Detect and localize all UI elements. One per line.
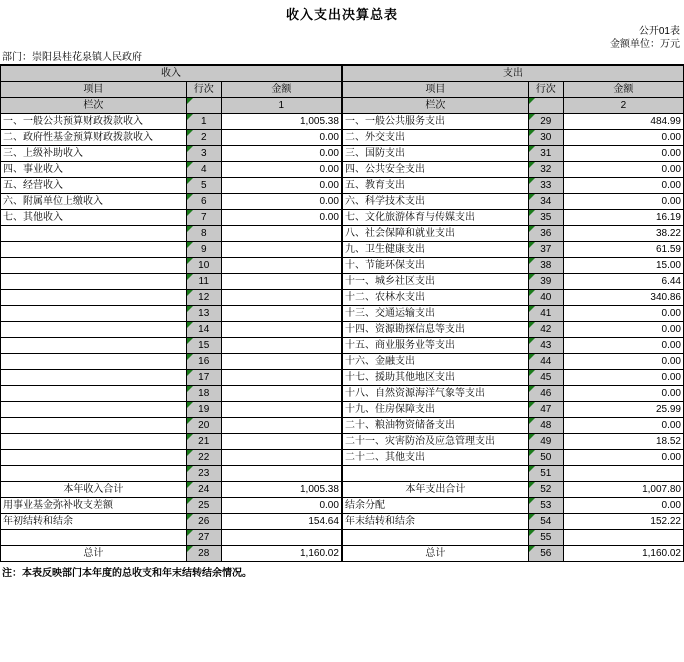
table-row — [1, 258, 684, 274]
income-summary-item-cell: 年初结转和结余 — [1, 514, 187, 530]
expense-amount-cell: 6.44 — [563, 274, 683, 290]
income-item-cell — [1, 466, 187, 482]
expense-amount-cell: 25.99 — [563, 402, 683, 418]
expense-item-cell: 十五、商业服务业等支出 — [343, 338, 529, 354]
expense-line-cell: 50 — [528, 450, 563, 466]
expense-line-column-marker — [528, 98, 563, 114]
form-code: 公开01表 — [638, 26, 680, 37]
income-line-column-marker — [186, 98, 221, 114]
expense-line-cell: 46 — [528, 386, 563, 402]
expense-amount-cell: 16.19 — [563, 210, 683, 226]
income-summary-line-cell: 26 — [186, 514, 221, 530]
income-amount-cell — [221, 242, 341, 258]
expense-amount-cell: 0.00 — [563, 306, 683, 322]
expense-summary-amount-cell: 152.22 — [563, 514, 683, 530]
income-item-cell — [1, 338, 187, 354]
page-title: 收入支出决算总表 — [285, 7, 398, 22]
income-amount-cell — [221, 402, 341, 418]
income-line-cell: 19 — [186, 402, 221, 418]
expense-item-cell: 二十、粮油物资储备支出 — [343, 418, 529, 434]
expense-amount-cell: 0.00 — [563, 450, 683, 466]
expense-item-cell: 八、社会保障和就业支出 — [343, 226, 529, 242]
income-summary-item-cell: 用事业基金弥补收支差额 — [1, 498, 187, 514]
expense-item-cell: 六、科学技术支出 — [343, 194, 529, 210]
income-item-cell — [1, 242, 187, 258]
expense-line-cell: 39 — [528, 274, 563, 290]
income-amount-cell: 0.00 — [221, 146, 341, 162]
expense-item-cell: 十七、援助其他地区支出 — [343, 370, 529, 386]
expense-line-cell: 31 — [528, 146, 563, 162]
table-row — [1, 162, 684, 178]
income-summary-amount-cell — [221, 530, 341, 546]
table-row — [1, 322, 684, 338]
expense-item-cell: 十八、自然资源海洋气象等支出 — [343, 386, 529, 402]
income-line-cell: 6 — [186, 194, 221, 210]
income-amount-cell — [221, 258, 341, 274]
income-amount-cell — [221, 226, 341, 242]
expense-summary-item-cell — [343, 530, 529, 546]
income-item-cell — [1, 434, 187, 450]
income-group-header: 收入 — [1, 66, 342, 82]
expense-item-cell: 十、节能环保支出 — [343, 258, 529, 274]
table-row — [1, 450, 684, 466]
income-line-cell: 4 — [186, 162, 221, 178]
income-amount-cell — [221, 354, 341, 370]
income-line-cell: 1 — [186, 114, 221, 130]
income-item-cell: 五、经营收入 — [1, 178, 187, 194]
table-summary-row — [1, 530, 684, 546]
expense-item-cell: 十九、住房保障支出 — [343, 402, 529, 418]
income-line-cell: 12 — [186, 290, 221, 306]
expense-item-cell: 四、公共安全支出 — [343, 162, 529, 178]
expense-summary-line-cell: 53 — [528, 498, 563, 514]
income-summary-item-cell: 总计 — [1, 546, 187, 562]
income-line-cell: 15 — [186, 338, 221, 354]
income-item-cell: 四、事业收入 — [1, 162, 187, 178]
income-amount-cell — [221, 338, 341, 354]
expense-item-cell: 十三、交通运输支出 — [343, 306, 529, 322]
income-item-cell: 六、附属单位上缴收入 — [1, 194, 187, 210]
income-line-cell: 18 — [186, 386, 221, 402]
expense-amount-cell: 0.00 — [563, 162, 683, 178]
expense-amount-cell: 0.00 — [563, 146, 683, 162]
table-summary-row — [1, 482, 684, 498]
table-row — [1, 434, 684, 450]
income-amount-cell — [221, 386, 341, 402]
income-amount-cell: 0.00 — [221, 194, 341, 210]
expense-line-cell: 51 — [528, 466, 563, 482]
income-item-cell — [1, 418, 187, 434]
expense-amount-cell: 0.00 — [563, 194, 683, 210]
income-summary-amount-cell: 0.00 — [221, 498, 341, 514]
income-summary-line-cell: 25 — [186, 498, 221, 514]
income-amount-cell — [221, 450, 341, 466]
income-amount-cell: 0.00 — [221, 130, 341, 146]
table-row — [1, 226, 684, 242]
expense-line-cell: 34 — [528, 194, 563, 210]
expense-item-cell: 二十二、其他支出 — [343, 450, 529, 466]
expense-amount-cell: 0.00 — [563, 418, 683, 434]
income-amount-cell — [221, 274, 341, 290]
table-row — [1, 242, 684, 258]
expense-line-cell: 36 — [528, 226, 563, 242]
income-amount-cell: 0.00 — [221, 178, 341, 194]
table-row — [1, 370, 684, 386]
expense-summary-amount-cell: 1,007.80 — [563, 482, 683, 498]
income-line-cell: 17 — [186, 370, 221, 386]
income-item-cell: 二、政府性基金预算财政拨款收入 — [1, 130, 187, 146]
income-summary-amount-cell: 1,005.38 — [221, 482, 341, 498]
income-line-cell: 14 — [186, 322, 221, 338]
table-row — [1, 402, 684, 418]
expense-amount-cell: 18.52 — [563, 434, 683, 450]
expense-summary-amount-cell — [563, 530, 683, 546]
expense-summary-item-cell: 年末结转和结余 — [343, 514, 529, 530]
expense-item-cell: 九、卫生健康支出 — [343, 242, 529, 258]
table-row — [1, 354, 684, 370]
table-column-number-row — [1, 98, 684, 114]
income-expense-table — [0, 65, 684, 562]
expense-amount-cell — [563, 466, 683, 482]
income-summary-line-cell: 24 — [186, 482, 221, 498]
department-line: 部门：崇阳县桂花泉镇人民政府 — [0, 51, 684, 65]
income-amount-cell — [221, 434, 341, 450]
income-line-cell: 11 — [186, 274, 221, 290]
table-row — [1, 386, 684, 402]
table-row — [1, 194, 684, 210]
expense-line-cell: 44 — [528, 354, 563, 370]
expense-item-cell: 一、一般公共服务支出 — [343, 114, 529, 130]
amount-unit: 金额单位：万元 — [610, 39, 680, 50]
expense-item-header: 项目 — [343, 82, 529, 98]
income-item-header: 项目 — [1, 82, 187, 98]
income-item-cell — [1, 258, 187, 274]
expense-line-cell: 49 — [528, 434, 563, 450]
income-amount-cell: 0.00 — [221, 210, 341, 226]
income-summary-amount-cell: 154.64 — [221, 514, 341, 530]
income-amount-cell — [221, 370, 341, 386]
income-line-cell: 16 — [186, 354, 221, 370]
expense-amount-cell: 484.99 — [563, 114, 683, 130]
income-line-header: 行次 — [186, 82, 221, 98]
expense-amount-cell: 0.00 — [563, 338, 683, 354]
income-summary-amount-cell: 1,160.02 — [221, 546, 341, 562]
expense-amount-header: 金额 — [563, 82, 683, 98]
expense-summary-line-cell: 55 — [528, 530, 563, 546]
expense-line-cell: 30 — [528, 130, 563, 146]
income-amount-cell — [221, 466, 341, 482]
expense-column-number: 2 — [563, 98, 683, 114]
expense-amount-cell: 0.00 — [563, 386, 683, 402]
income-item-cell — [1, 370, 187, 386]
expense-amount-cell: 340.86 — [563, 290, 683, 306]
income-summary-line-cell: 27 — [186, 530, 221, 546]
expense-summary-item-cell: 本年支出合计 — [343, 482, 529, 498]
table-row — [1, 290, 684, 306]
income-amount-cell — [221, 322, 341, 338]
footnote: 注：本表反映部门本年度的总收支和年末结转结余情况。 — [2, 568, 252, 579]
expense-line-cell: 45 — [528, 370, 563, 386]
table-row — [1, 418, 684, 434]
income-item-cell: 七、其他收入 — [1, 210, 187, 226]
expense-item-cell: 十一、城乡社区支出 — [343, 274, 529, 290]
table-row — [1, 114, 684, 130]
expense-item-cell: 二、外交支出 — [343, 130, 529, 146]
expense-summary-line-cell: 56 — [528, 546, 563, 562]
income-amount-header: 金额 — [221, 82, 341, 98]
income-item-cell — [1, 274, 187, 290]
table-row — [1, 274, 684, 290]
expense-summary-line-cell: 52 — [528, 482, 563, 498]
expense-amount-cell: 0.00 — [563, 354, 683, 370]
expense-amount-cell: 15.00 — [563, 258, 683, 274]
expense-item-cell: 七、文化旅游体育与传媒支出 — [343, 210, 529, 226]
expense-line-cell: 40 — [528, 290, 563, 306]
income-line-cell: 3 — [186, 146, 221, 162]
expense-item-cell: 三、国防支出 — [343, 146, 529, 162]
table-header-row — [1, 82, 684, 98]
table-summary-row — [1, 498, 684, 514]
table-row — [1, 210, 684, 226]
income-line-cell: 8 — [186, 226, 221, 242]
table-row — [1, 306, 684, 322]
income-item-cell — [1, 322, 187, 338]
expense-line-cell: 37 — [528, 242, 563, 258]
expense-group-header: 支出 — [343, 66, 684, 82]
expense-summary-amount-cell: 0.00 — [563, 498, 683, 514]
expense-line-cell: 42 — [528, 322, 563, 338]
expense-item-cell — [343, 466, 529, 482]
table-row — [1, 178, 684, 194]
income-item-cell — [1, 386, 187, 402]
expense-amount-cell: 0.00 — [563, 370, 683, 386]
income-item-cell: 三、上级补助收入 — [1, 146, 187, 162]
income-amount-cell — [221, 306, 341, 322]
expense-line-cell: 38 — [528, 258, 563, 274]
income-line-cell: 20 — [186, 418, 221, 434]
expense-item-cell: 十六、金融支出 — [343, 354, 529, 370]
expense-summary-amount-cell: 1,160.02 — [563, 546, 683, 562]
expense-amount-cell: 61.59 — [563, 242, 683, 258]
income-line-cell: 2 — [186, 130, 221, 146]
expense-summary-item-cell: 结余分配 — [343, 498, 529, 514]
expense-column-label: 栏次 — [343, 98, 529, 114]
income-item-cell: 一、一般公共预算财政拨款收入 — [1, 114, 187, 130]
income-item-cell — [1, 290, 187, 306]
income-line-cell: 22 — [186, 450, 221, 466]
table-header-group-row — [1, 66, 684, 82]
income-column-number: 1 — [221, 98, 341, 114]
expense-item-cell: 二十一、灾害防治及应急管理支出 — [343, 434, 529, 450]
expense-line-cell: 32 — [528, 162, 563, 178]
income-item-cell — [1, 354, 187, 370]
expense-amount-cell: 0.00 — [563, 178, 683, 194]
income-line-cell: 13 — [186, 306, 221, 322]
expense-amount-cell: 0.00 — [563, 130, 683, 146]
table-summary-row — [1, 546, 684, 562]
table-row — [1, 146, 684, 162]
expense-summary-line-cell: 54 — [528, 514, 563, 530]
income-line-cell: 7 — [186, 210, 221, 226]
table-body — [1, 114, 684, 562]
income-summary-item-cell: 本年收入合计 — [1, 482, 187, 498]
table-summary-row — [1, 514, 684, 530]
table-row — [1, 130, 684, 146]
expense-line-header: 行次 — [528, 82, 563, 98]
income-amount-cell: 1,005.38 — [221, 114, 341, 130]
income-amount-cell — [221, 418, 341, 434]
expense-line-cell: 43 — [528, 338, 563, 354]
table-row — [1, 338, 684, 354]
expense-line-cell: 33 — [528, 178, 563, 194]
expense-line-cell: 48 — [528, 418, 563, 434]
income-item-cell — [1, 226, 187, 242]
expense-line-cell: 47 — [528, 402, 563, 418]
expense-item-cell: 十二、农林水支出 — [343, 290, 529, 306]
income-amount-cell: 0.00 — [221, 162, 341, 178]
income-amount-cell — [221, 290, 341, 306]
income-line-cell: 9 — [186, 242, 221, 258]
income-column-label: 栏次 — [1, 98, 187, 114]
expense-summary-item-cell: 总计 — [343, 546, 529, 562]
income-summary-line-cell: 28 — [186, 546, 221, 562]
income-item-cell — [1, 306, 187, 322]
income-summary-item-cell — [1, 530, 187, 546]
expense-item-cell: 五、教育支出 — [343, 178, 529, 194]
income-line-cell: 10 — [186, 258, 221, 274]
income-line-cell: 23 — [186, 466, 221, 482]
expense-amount-cell: 0.00 — [563, 322, 683, 338]
income-line-cell: 5 — [186, 178, 221, 194]
income-item-cell — [1, 450, 187, 466]
expense-line-cell: 35 — [528, 210, 563, 226]
expense-line-cell: 29 — [528, 114, 563, 130]
expense-item-cell: 十四、资源勘探信息等支出 — [343, 322, 529, 338]
income-line-cell: 21 — [186, 434, 221, 450]
income-item-cell — [1, 402, 187, 418]
expense-amount-cell: 38.22 — [563, 226, 683, 242]
expense-line-cell: 41 — [528, 306, 563, 322]
table-row — [1, 466, 684, 482]
